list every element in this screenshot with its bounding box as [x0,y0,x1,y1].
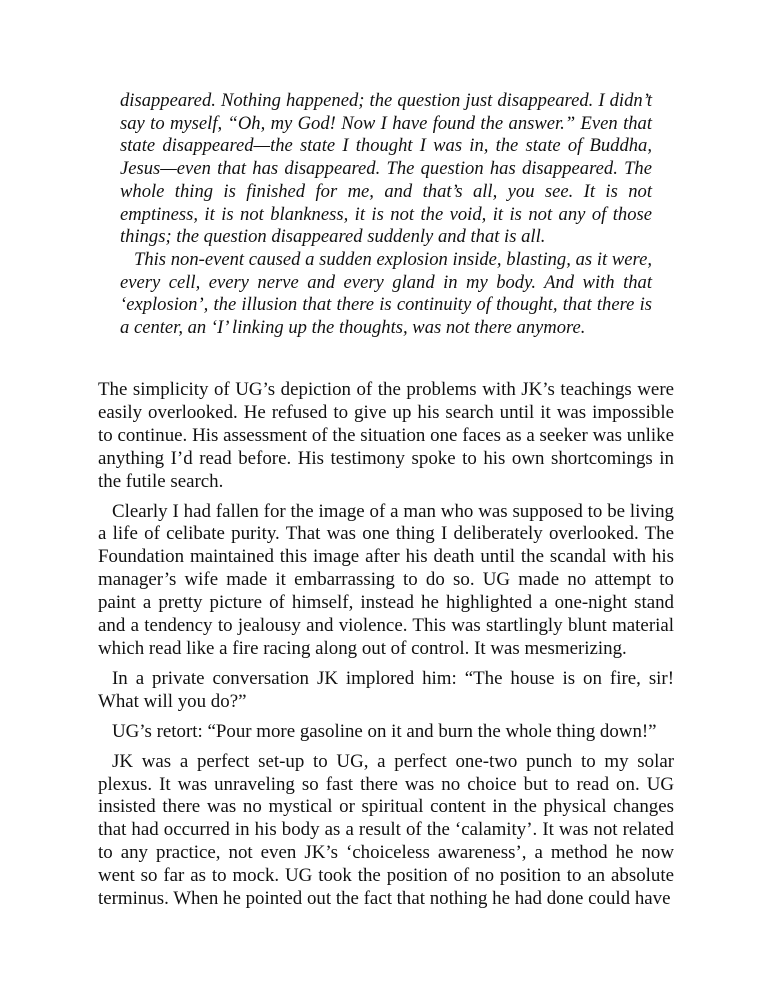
body-text [98,379,674,911]
block-quote [120,90,652,340]
body-paragraph-5: JK was a perfect set-up to UG, a perfect one-two punch to my solar plexus. It was unraveling so fast there was no choice but to read on. UG insisted there was no mystical or spiritual content in the physical changes that had occurred in his body as a result of the ‘calamity’. It was not related to any practice, not even JK’s ‘choiceless awareness’, a method he now went so far as to mock. UG took the position of no position to an absolute terminus. When he pointed out the fact that nothing he had done could have [98,750,674,910]
body-paragraph-4: UG’s retort: “Pour more gasoline on it and burn the whole thing down!” [112,720,657,742]
body-paragraph-3: In a private conversation JK implored him: “The house is on fire, sir! What will you do?” [98,667,674,712]
body-paragraph-2: Clearly I had fallen for the image of a man who was supposed to be living a life of celibate purity. That was one thing I deliberately overlooked. The Foundation maintained this image after his death until the scandal with his manager’s wife made it embarrassing to do so. UG made no attempt to paint a pretty picture of himself, instead he highlighted a one-night stand and a tendency to jealousy and violence. This was startlingly blunt material which read like a fire racing along out of control. It was mesmerizing. [98,500,674,659]
quote-paragraph-2: This non-event caused a sudden explosion inside, blasting, as it were, every cell, every nerve and every gland in my body. And with that ‘explosion’, the illusion that there is continuity of thought, that there is a center, an ‘I’ linking up the thoughts, was not there anymore. [120,248,652,339]
body-paragraph-1: The simplicity of UG’s depiction of the problems with JK’s teachings were easily overlooked. He refused to give up his search until it was impossible to continue. His assessment of the situation one faces as a seeker was unlike anything I’d read before. His testimony spoke to his own shortcomings in the futile search. [98,379,674,492]
quote-paragraph-1: disappeared. Nothing happened; the question just disappeared. I didn’t say to myself, “Oh, my God! Now I have found the answer.” Even that state disappeared—the state I thought I was in, the state of Buddha, Jesus—even that has disappeared. The question has disappeared. The whole thing is finished for me, and that’s all, you see. It is not emptiness, it is not blankness, it is not the void, it is not any of those things; the question disappeared suddenly and that is all. [120,90,652,248]
